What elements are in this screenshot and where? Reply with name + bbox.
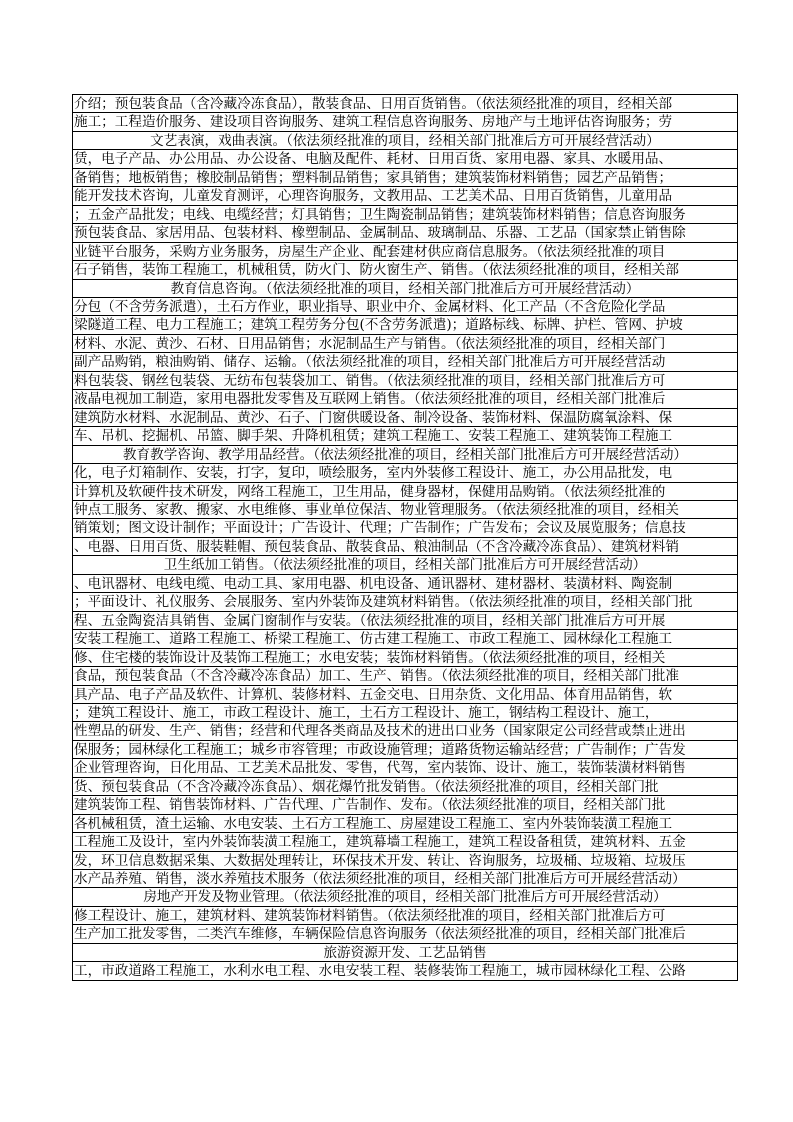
table-row (73, 686, 737, 704)
table-row (73, 944, 737, 962)
table-row (73, 150, 737, 168)
cell-text: 梁隧道工程、电力工程施工；建筑工程劳务分包(不含劳务派遣)；道路标线、标牌、护栏、管网、护坡 (74, 317, 683, 334)
cell-text: 卫生纸加工销售。（依法须经批准的项目，经相关部门批准后方可开展经营活动） (163, 557, 647, 574)
cell-text: 材料、水泥、黄沙、石材、日用品销售；水泥制品生产与销售。（依法须经批准的项目，经相关部门 (74, 335, 666, 352)
cell-text: 文艺表演，戏曲表演。（依法须经批准的项目，经相关部门批准后方可开展经营活动） (150, 132, 660, 149)
cell-text: 房地产开发及物业管理。（依法须经批准的项目，经相关部门批准后方可开展经营活动） (143, 889, 667, 906)
cell-text: 能开发技术咨询，儿童发育测评，心理咨询服务，文教用品、工艺美术品、日用百货销售，儿童用品 (74, 188, 673, 205)
cell-text: 石子销售，装饰工程施工，机械租赁，防火门、防火窗生产、销售。（依法须经批准的项目，经相关部 (74, 262, 679, 279)
table-row (73, 556, 737, 574)
cell-text: 发，环卫信息数据采集、大数据处理转让，环保技术开发、转让、咨询服务，垃圾桶、垃圾箱、垃圾压 (74, 852, 686, 869)
table-row (73, 593, 737, 611)
cell-text: 企业管理咨询，日化用品、工艺美术品批发、零售，代驾，室内装饰、设计、施工，装饰装潢材料销售 (74, 760, 686, 777)
cell-text: 教育信息咨询。（依法须经批准的项目，经相关部门批准后方可开展经营活动） (170, 280, 640, 297)
cell-text: 修、住宅楼的装饰设计及装饰工程施工；水电安装；装饰材料销售。（依法须经批准的项目，经相关 (74, 649, 666, 666)
table-row (73, 925, 737, 943)
cell-text: 建筑装饰工程、销售装饰材料、广告代理、广告制作、发布。（依法须经批准的项目，经相关部门批 (74, 797, 666, 814)
cell-text: 业链平台服务，采购方业务服务，房屋生产企业、配套建材供应商信息服务。（依法须经批准的项目 (74, 243, 666, 260)
table-row (73, 95, 737, 113)
table-row (73, 704, 737, 722)
table-row (73, 649, 737, 667)
cell-text: 料包装袋、钢丝包装袋、无纺布包装袋加工、销售。（依法须经批准的项目，经相关部门批准后方可 (74, 372, 666, 389)
cell-text: 液晶电视加工制造，家用电器批发零售及互联网上销售。（依法须经批准的项目，经相关部门批准后 (74, 391, 666, 408)
cell-text: 建筑防水材料、水泥制品、黄沙、石子、门窗供暖设备、制冷设备、装饰材料、保温防腐氧涂料、保 (74, 409, 673, 426)
cell-text: 程、五金陶瓷洁具销售、金属门窗制作与安装。（依法须经批准的项目，经相关部门批准后方可开展 (74, 612, 666, 629)
table-row (73, 206, 737, 224)
cell-text: 工，市政道路工程施工，水利水电工程、水电安装工程、装修装饰工程施工，城市园林绿化工程、公路 (74, 963, 686, 980)
cell-text: 车、吊机、挖掘机、吊篮、脚手架、升降机租赁；建筑工程施工、安装工程施工、建筑装饰工程施工 (74, 428, 673, 445)
table-row (73, 483, 737, 501)
cell-text: 施工；工程造价服务、建设项目咨询服务、建筑工程信息咨询服务、房地产与土地评估咨询服务；劳 (74, 114, 673, 131)
table-row (73, 372, 737, 390)
cell-text: 旅游资源开发、工艺品销售 (323, 944, 487, 961)
table-row (73, 501, 737, 519)
cell-text: ；五金产品批发；电线、电缆经营；灯具销售；卫生陶瓷制品销售；建筑装饰材料销售；信息咨询服务 (74, 206, 686, 223)
cell-text: 性塑品的研发、生产、销售；经营和代理各类商品及技术的进出口业务（国家限定公司经营或禁止进出 (74, 723, 686, 740)
cell-text: 生产加工批发零售，二类汽车维修，车辆保险信息咨询服务（依法须经批准的项目，经相关部门批准后 (74, 926, 686, 943)
table-row (73, 852, 737, 870)
table-row (73, 815, 737, 833)
table-row (73, 464, 737, 482)
table-row (73, 888, 737, 906)
table-row (73, 243, 737, 261)
cell-text: 介绍；预包装食品（含冷藏冷冻食品），散装食品、日用百货销售。（依法须经批准的项目，经相关部 (74, 96, 673, 112)
table-row (73, 612, 737, 630)
table-row (73, 741, 737, 759)
table-row (73, 722, 737, 740)
table-row (73, 778, 737, 796)
table-row (73, 353, 737, 371)
table-row (73, 907, 737, 925)
cell-text: 教育教学咨询、教学用品经营。（依法须经批准的项目，经相关部门批准后方可开展经营活动） (122, 446, 688, 463)
table-row (73, 298, 737, 316)
cell-text: 修工程设计、施工，建筑材料、建筑装饰材料销售。（依法须经批准的项目，经相关部门批准后方可 (74, 907, 666, 924)
spreadsheet-column (72, 94, 738, 981)
table-row (73, 630, 737, 648)
table-row (73, 575, 737, 593)
cell-text: 水产品养殖、销售，淡水养殖技术服务（依法须经批准的项目，经相关部门批准后方可开展经营活动） (74, 871, 686, 888)
table-row (73, 409, 737, 427)
table-row (73, 446, 737, 464)
table-row (73, 427, 737, 445)
cell-text: 化，电子灯箱制作、安装，打字，复印，喷绘服务，室内外装修工程设计、施工，办公用品批发，电 (74, 465, 673, 482)
cell-text: 分包（不含劳务派遣），土石方作业，职业指导、职业中介、金属材料、化工产品（不含危险化学品 (74, 298, 666, 315)
cell-text: 计算机及软硬件技术研发，网络工程施工，卫生用品，健身器材，保健用品购销。（依法须经批准的 (74, 483, 666, 500)
table-row (73, 261, 737, 279)
table-row (73, 538, 737, 556)
cell-text: 、电器、日用百货、服装鞋帽、预包装食品、散装食品、粮油制品（不含冷藏冷冻食品）、建筑材料销 (74, 538, 679, 555)
table-row (73, 169, 737, 187)
cell-text: 各机械租赁，渣土运输、水电安装、土石方工程施工、房屋建设工程施工、室内外装饰装潢工程施工 (74, 815, 673, 832)
cell-text: 、电讯器材、电线电缆、电动工具、家用电器、机电设备、通讯器材、建材器材、装潢材料、陶瓷制 (74, 575, 673, 592)
table-row (73, 390, 737, 408)
table-row (73, 759, 737, 777)
cell-text: 钟点工服务、家教、搬家、水电维修、事业单位保洁、物业管理服务。（依法须经批准的项目，经相关 (74, 501, 679, 518)
table-row (73, 519, 737, 537)
cell-text: 预包装食品、家居用品、包装材料、橡塑制品、金属制品、玻璃制品、乐器、工艺品（国家禁止销售除 (74, 225, 686, 242)
table-row (73, 316, 737, 334)
cell-text: 赁，电子产品、办公用品、办公设备、电脑及配件、耗材、日用百货、家用电器、家具、水暖用品、 (74, 151, 673, 168)
cell-text: 副产品购销，粮油购销、储存、运输。（依法须经批准的项目，经相关部门批准后方可开展经营活动 (74, 354, 666, 371)
cell-text: 安装工程施工、道路工程施工、桥梁工程施工、仿古建工程施工、市政工程施工、园林绿化工程施工 (74, 631, 673, 648)
cell-text: ；建筑工程设计、施工，市政工程设计、施工，土石方工程设计、施工，钢结构工程设计、施工， (74, 704, 659, 721)
table-row (73, 113, 737, 131)
cell-text: 具产品、电子产品及软件、计算机、装修材料、五金交电、日用杂货、文化用品、体育用品销售，软 (74, 686, 673, 703)
table-row (73, 132, 737, 150)
table-row (73, 870, 737, 888)
table-row (73, 280, 737, 298)
cell-text: 货、预包装食品（不含冷藏冷冻食品）、烟花爆竹批发销售。（依法须经批准的项目，经相关部门批 (74, 778, 659, 795)
cell-text: 工程施工及设计，室内外装饰装潢工程施工，建筑幕墙工程施工，建筑工程设备租赁，建筑材料、五金 (74, 834, 686, 851)
table-row (73, 335, 737, 353)
table-row (73, 224, 737, 242)
cell-text: 备销售；地板销售；橡胶制品销售；塑料制品销售；家具销售；建筑装饰材料销售；园艺产品销售； (74, 169, 673, 186)
table-row (73, 962, 737, 980)
cell-text: 保服务；园林绿化工程施工；城乡市容管理；市政设施管理；道路货物运输站经营；广告制作；广告发 (74, 741, 686, 758)
cell-text: 销策划；图文设计制作；平面设计；广告设计、代理；广告制作；广告发布；会议及展览服务；信息技 (74, 520, 686, 537)
cell-text: ；平面设计、礼仪服务、会展服务、室内外装饰及建筑材料销售。（依法须经批准的项目，经相关部门批 (74, 594, 693, 611)
cell-text: 食品，预包装食品（不含冷藏冷冻食品）加工、生产、销售。（依法须经批准的项目，经相关部门批准 (74, 668, 679, 685)
table-row (73, 833, 737, 851)
table-row (73, 667, 737, 685)
table-row (73, 187, 737, 205)
table-row (73, 796, 737, 814)
